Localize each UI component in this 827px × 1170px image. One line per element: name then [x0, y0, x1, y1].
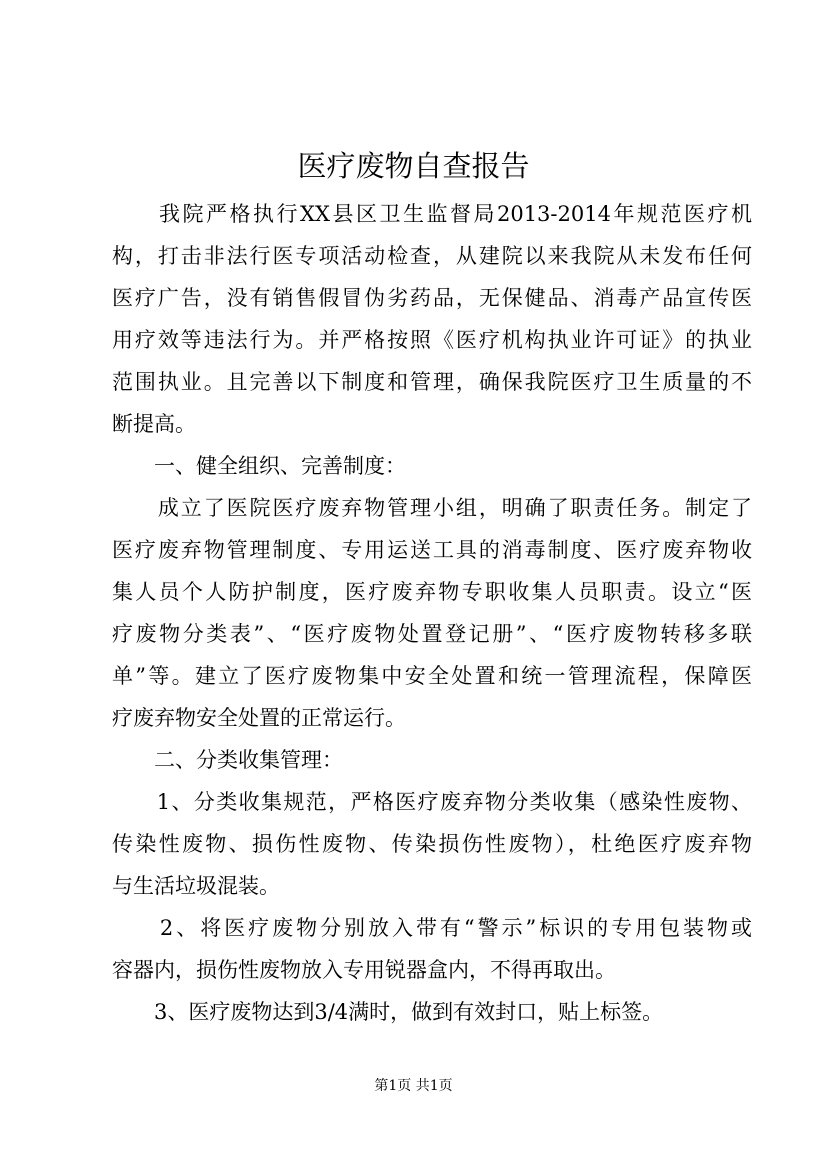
body-line: 集人员个人防护制度，医疗废弃物专职收集人员职责。设立“医: [112, 580, 752, 604]
body-line: 单”等。建立了医疗废物集中安全处置和统一管理流程，保障医: [112, 664, 752, 688]
body-line: 医疗废弃物管理制度、专用运送工具的消毒制度、医疗废弃物收: [112, 538, 752, 562]
body-line: 与生活垃圾混装。: [112, 874, 280, 898]
body-line: 容器内，损伤性废物放入专用锐器盒内，不得再取出。: [112, 958, 616, 982]
body-line: 范围执业。且完善以下制度和管理，确保我院医疗卫生质量的不: [112, 370, 752, 394]
body-line: 传染性废物、损伤性废物、传染损伤性废物），杜绝医疗废弃物: [112, 832, 752, 856]
section-heading: 一、健全组织、完善制度：: [112, 454, 406, 478]
body-line: 1、分类收集规范，严格医疗废弃物分类收集（感染性废物、: [112, 790, 752, 814]
body-line: 我院严格执行XX县区卫生监督局2013-2014年规范医疗机: [112, 202, 752, 226]
document-title: 医疗废物自查报告: [297, 149, 530, 183]
body-line: 断提高。: [112, 412, 196, 436]
body-line: 成立了医院医疗废弃物管理小组，明确了职责任务。制定了: [112, 496, 752, 520]
body-line: 用疗效等违法行为。并严格按照《医疗机构执业许可证》的执业: [112, 328, 752, 352]
body-line: 3、医疗废物达到3/4满时，做到有效封口，贴上标签。: [112, 1000, 664, 1024]
body-line: 医疗广告，没有销售假冒伪劣药品，无保健品、消毒产品宣传医: [112, 286, 752, 310]
body-line: 构，打击非法行医专项活动检查，从建院以来我院从未发布任何: [112, 244, 752, 268]
section-heading: 二、分类收集管理：: [112, 748, 343, 772]
body-line: 疗废物分类表”、“医疗废物处置登记册”、“医疗废物转移多联: [112, 622, 752, 646]
page-number-footer: 第1页 共1页: [374, 1078, 453, 1094]
body-line: 疗废弃物安全处置的正常运行。: [112, 706, 406, 730]
body-line: 2、将医疗废物分别放入带有“警示”标识的专用包装物或: [112, 916, 752, 940]
